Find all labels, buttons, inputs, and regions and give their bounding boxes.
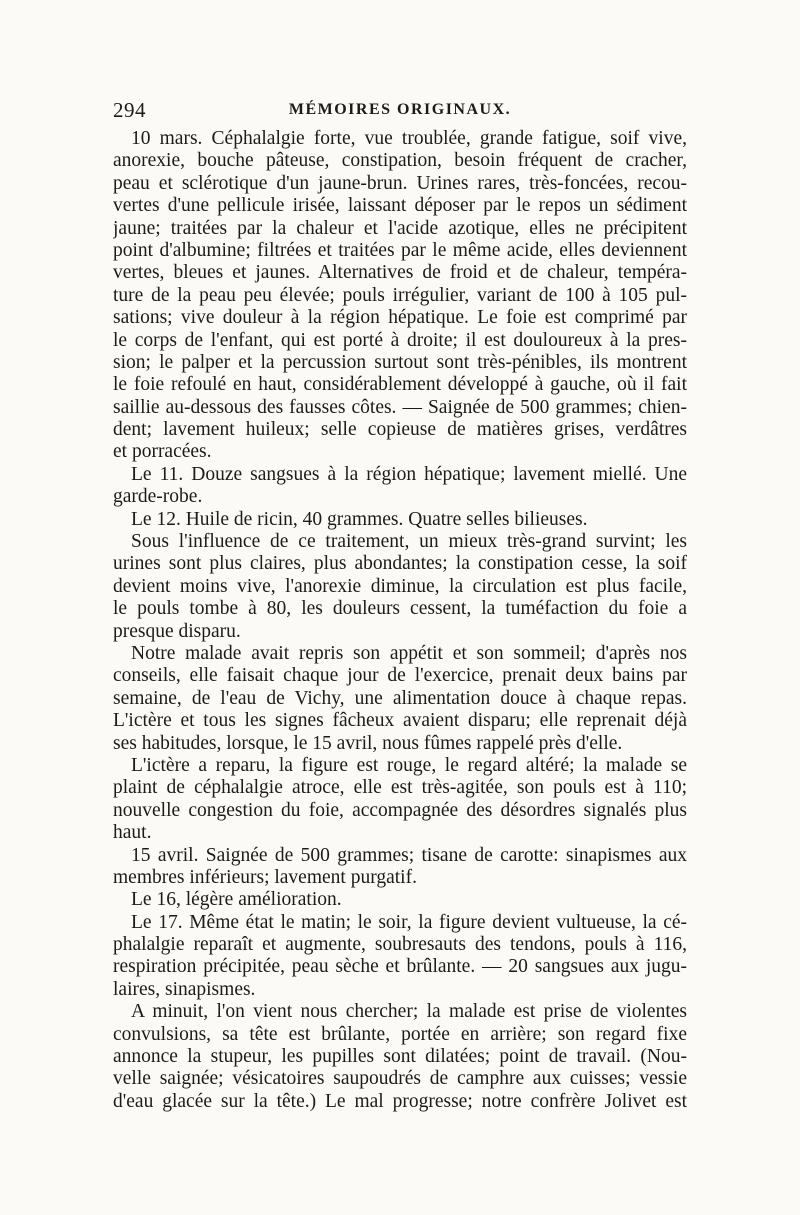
text-line: et porracées. — [113, 441, 212, 463]
text-line: jaune; traitées par la chaleur et l'acide azotique, elles ne précipitent — [113, 217, 687, 239]
text-line: Sous l'influence de ce traitement, un mieux très-grand survint; les — [131, 531, 687, 553]
text-line: annonce la stupeur, les pupilles sont dilatées; point de travail. (Nou- — [113, 1046, 687, 1068]
text-line: vertes d'une pellicule irisée, laissant déposer par le repos un sédiment — [113, 195, 687, 217]
text-line: Notre malade avait repris son appétit et son sommeil; d'après nos — [131, 642, 687, 664]
text-line: devient moins vive, l'anorexie diminue, la circulation est plus facile, — [113, 575, 687, 597]
text-line: ses habitudes, lorsque, le 15 avril, nous fûmes rappelé près d'elle. — [113, 732, 623, 754]
text-line: respiration précipitée, peau sèche et brûlante. — 20 sangsues aux jugu- — [113, 956, 687, 978]
text-line: point d'albumine; filtrées et traitées par le même acide, elles deviennent — [113, 239, 687, 261]
text-line: anorexie, bouche pâteuse, constipation, besoin fréquent de cracher, — [113, 150, 687, 172]
text-line: dent; lavement huileux; selle copieuse de matières grises, verdâtres — [113, 419, 687, 441]
text-line: Le 11. Douze sangsues à la région hépatique; lavement miellé. Une — [131, 463, 687, 485]
text-line: haut. — [113, 822, 152, 844]
text-line: nouvelle congestion du foie, accompagnée des désordres signalés plus — [113, 799, 687, 821]
text-line: velle saignée; vésicatoires saupoudrés de camphre aux cuisses; vessie — [113, 1068, 687, 1090]
text-line: ture de la peau peu élevée; pouls irrégulier, variant de 100 à 105 pul- — [113, 284, 687, 306]
text-line: sations; vive douleur à la région hépatique. Le foie est comprimé par — [113, 307, 687, 329]
text-line: A minuit, l'on vient nous chercher; la malade est prise de violentes — [131, 1001, 687, 1023]
text-line: le corps de l'enfant, qui est porté à droite; il est douloureux à la pres- — [113, 329, 687, 351]
text-line: garde-robe. — [113, 486, 203, 508]
text-line: saillie au-dessous des fausses côtes. — Saignée de 500 grammes; chien- — [113, 396, 687, 418]
text-line: L'ictère a reparu, la figure est rouge, le regard altéré; la malade se — [131, 754, 687, 776]
text-line: laires, sinapismes. — [113, 978, 256, 1000]
text-line: convulsions, sa tête est brûlante, portée en arrière; son regard fixe — [113, 1023, 687, 1045]
text-line: phalalgie reparaît et augmente, soubresauts des tendons, pouls à 116, — [113, 934, 687, 956]
text-line: L'ictère et tous les signes fâcheux avaient disparu; elle reprenait déjà — [113, 710, 687, 732]
text-line: d'eau glacée sur la tête.) Le mal progresse; notre confrère Jolivet est — [113, 1090, 687, 1112]
text-line: semaine, de l'eau de Vichy, une alimentation douce à chaque repas. — [113, 687, 687, 709]
text-line: Le 16, légère amélioration. — [131, 889, 342, 911]
text-line: sion; le palper et la percussion surtout sont très-pénibles, ils montrent — [113, 351, 687, 373]
text-line: Le 12. Huile de ricin, 40 grammes. Quatre selles bilieuses. — [131, 508, 588, 530]
text-line: vertes, bleues et jaunes. Alternatives de froid et de chaleur, tempéra- — [113, 262, 687, 284]
running-head — [113, 98, 687, 124]
body-text — [113, 128, 687, 1113]
page-number: 294 — [113, 98, 146, 122]
text-line: urines sont plus claires, plus abondantes; la constipation cesse, la soif — [113, 553, 687, 575]
text-line: le pouls tombe à 80, les douleurs cessent, la tuméfaction du foie a — [113, 598, 687, 620]
text-line: peau et sclérotique d'un jaune-brun. Urines rares, très-foncées, recou- — [113, 172, 687, 194]
text-line: Le 17. Même état le matin; le soir, la figure devient vultueuse, la cé- — [131, 911, 687, 933]
text-line: membres inférieurs; lavement purgatif. — [113, 866, 417, 888]
text-line: presque disparu. — [113, 620, 241, 642]
text-line: plaint de céphalalgie atroce, elle est très-agitée, son pouls est à 110; — [113, 777, 687, 799]
text-line: 15 avril. Saignée de 500 grammes; tisane de carotte: sinapismes aux — [131, 844, 687, 866]
running-title: MÉMOIRES ORIGINAUX. — [288, 101, 512, 118]
text-line: 10 mars. Céphalalgie forte, vue troublée, grande fatigue, soif vive, — [131, 128, 687, 149]
text-line: le foie refoulé en haut, considérablement développé à gauche, où il fait — [113, 374, 687, 396]
text-line: conseils, elle faisait chaque jour de l'exercice, prenait deux bains par — [113, 665, 687, 687]
